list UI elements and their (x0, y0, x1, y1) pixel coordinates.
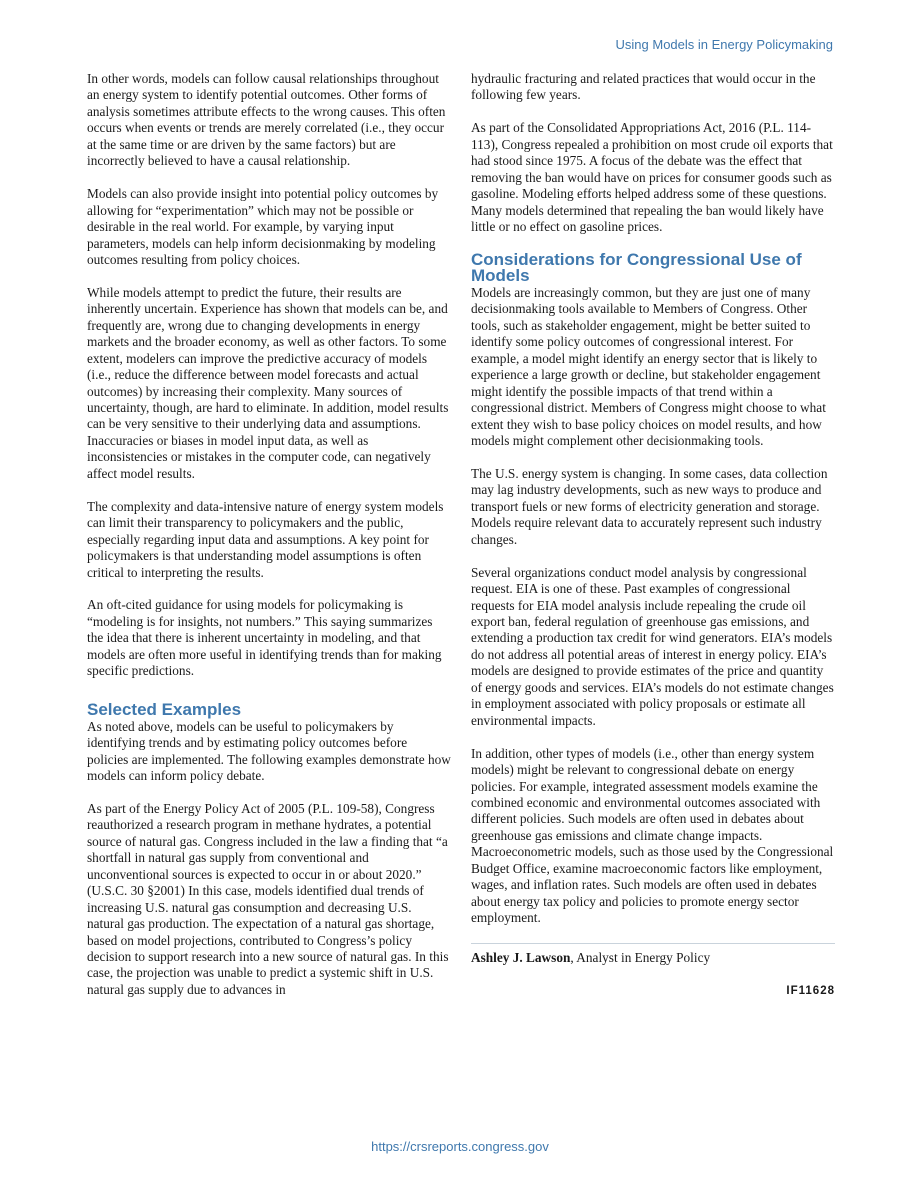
paragraph: Several organizations conduct model analysis by congressional request. EIA is one of these. Past examples of congressional requests for EIA model analysis include repealing the crude oil export ban, federal regulation of greenhouse gas emissions, and extending a production tax credit for wind generators. EIA’s models do not address all potential areas of interest in energy policy. EIA’s models are designed to provide estimates of the price and quantity of energy goods and services. EIA’s models do not estimate changes in employment associated with policy proposals or estimate all environmental impacts. (471, 564, 834, 728)
paragraph: As part of the Consolidated Appropriations Act, 2016 (P.L. 114-113), Congress repealed a prohibition on most crude oil exports that had stood since 1975. A focus of the debate was the effect that removing the ban would have on prices for consumer goods such as gasoline. Modeling efforts helped address some of these questions. Many models determined that repealing the ban would likely have little or no effect on gasoline prices. (471, 120, 833, 235)
section-heading-selected-examples: Selected Examples (87, 699, 242, 719)
author-name: Ashley J. Lawson (471, 950, 571, 966)
author-line (471, 950, 835, 966)
left-column (87, 71, 451, 1015)
right-column (471, 71, 835, 999)
paragraph: While models attempt to predict the future, their results are inherently uncertain. Experience has shown that models can be, and frequently are, wrong due to changing developments in energy markets and the broader economy, as well as other factors. To some extent, modelers can improve the predictive accuracy of models (i.e., reduce the difference between model forecasts and actual outcomes) by increasing their complexity. Many sources of uncertainty, though, are hard to eliminate. In addition, model results can be very sensitive to their underlying data and assumptions. Inaccuracies or biases in model input data, as well as inconsistencies or mistakes in the computer code, can negatively affect model results. (87, 284, 449, 481)
report-id: IF11628 (786, 984, 835, 997)
paragraph: In other words, models can follow causal relationships throughout an energy system to identify potential outcomes. Other forms of analysis sometimes attribute effects to the wrong causes. This often occurs when events or trends are merely correlated (i.e., they occur at the same time or are driven by the same factors) but are incorrectly believed to have a causal relationship. (87, 71, 446, 169)
footer-url-link[interactable]: https://crsreports.congress.gov (371, 1139, 549, 1154)
paragraph: The U.S. energy system is changing. In some cases, data collection may lag industry developments, such as new ways to produce and transport fuels or new forms of electricity generation and storage. Models require relevant data to accurately represent such industry changes. (471, 465, 828, 547)
paragraph: As noted above, models can be useful to policymakers by identifying trends and by estimating policy outcomes before policies are implemented. The following examples demonstrate how models can inform policy debate. (87, 718, 451, 784)
paragraph: In addition, other types of models (i.e., other than energy system models) might be relevant to congressional debate on energy policies. For example, integrated assessment models examine the combined economic and environmental outcomes associated with different policies. Such models are often used in debates about greenhouse gas emissions and climate change impacts. Macroeconometric models, such as those used by the Congressional Budget Office, examine macroeconomic factors like employment, wages, and inflation rates. Such models are often used in debates about energy tax policy and policies to promote energy sector employment. (471, 745, 834, 926)
author-divider (471, 943, 835, 944)
paragraph: As part of the Energy Policy Act of 2005 (P.L. 109-58), Congress reauthorized a research program in methane hydrates, a potential source of natural gas. Congress included in the law a finding that “a shortfall in natural gas supply from conventional and unconventional sources is expected to occur in or about 2020.” (U.S.C. 30 §2001) In this case, models identified dual trends of increasing U.S. natural gas consumption and decreasing U.S. natural gas production. The expectation of a natural gas shortage, based on model projections, contributed to Congress’s policy decision to support research into a new source of natural gas. In this case, the projection was unable to predict a systemic shift in U.S. natural gas supply due to advances in (87, 800, 449, 997)
paragraph: Models are increasingly common, but they are just one of many decisionmaking tools available to Members of Congress. Other tools, such as stakeholder engagement, might be better suited to identify some policy outcomes of congressional interest. For example, a model might identify an energy sector that is likely to experience a large growth or decline, but stakeholder engagement might identify the possible impacts of that trend within a congressional district. Members of Congress might choose to what extent they wish to base policy choices on model results, and how models might complement other decisionmaking tools. (471, 284, 826, 449)
running-header-title: Using Models in Energy Policymaking (615, 37, 833, 52)
author-title: , Analyst in Energy Policy (570, 950, 711, 966)
paragraph: The complexity and data-intensive nature of energy system models can limit their transparency to policymakers and the public, especially regarding input data and assumptions. A key point for policymakers is that understanding model assumptions is often critical to interpreting the results. (87, 498, 444, 580)
section-heading-considerations: Considerations for Congressional Use of Models (471, 249, 802, 285)
paragraph: hydraulic fracturing and related practices that would occur in the following few years. (471, 71, 816, 103)
paragraph: An oft-cited guidance for using models for policymaking is “modeling is for insights, not numbers.” This saying summarizes the idea that there is inherent uncertainty in modeling, and that models are often more useful in identifying trends than for making specific predictions. (87, 597, 442, 679)
paragraph: Models can also provide insight into potential policy outcomes by allowing for “experimentation” which may not be possible or desirable in the real world. For example, by varying input parameters, models can help inform decisionmaking by modeling outcomes resulting from policy choices. (87, 186, 439, 267)
